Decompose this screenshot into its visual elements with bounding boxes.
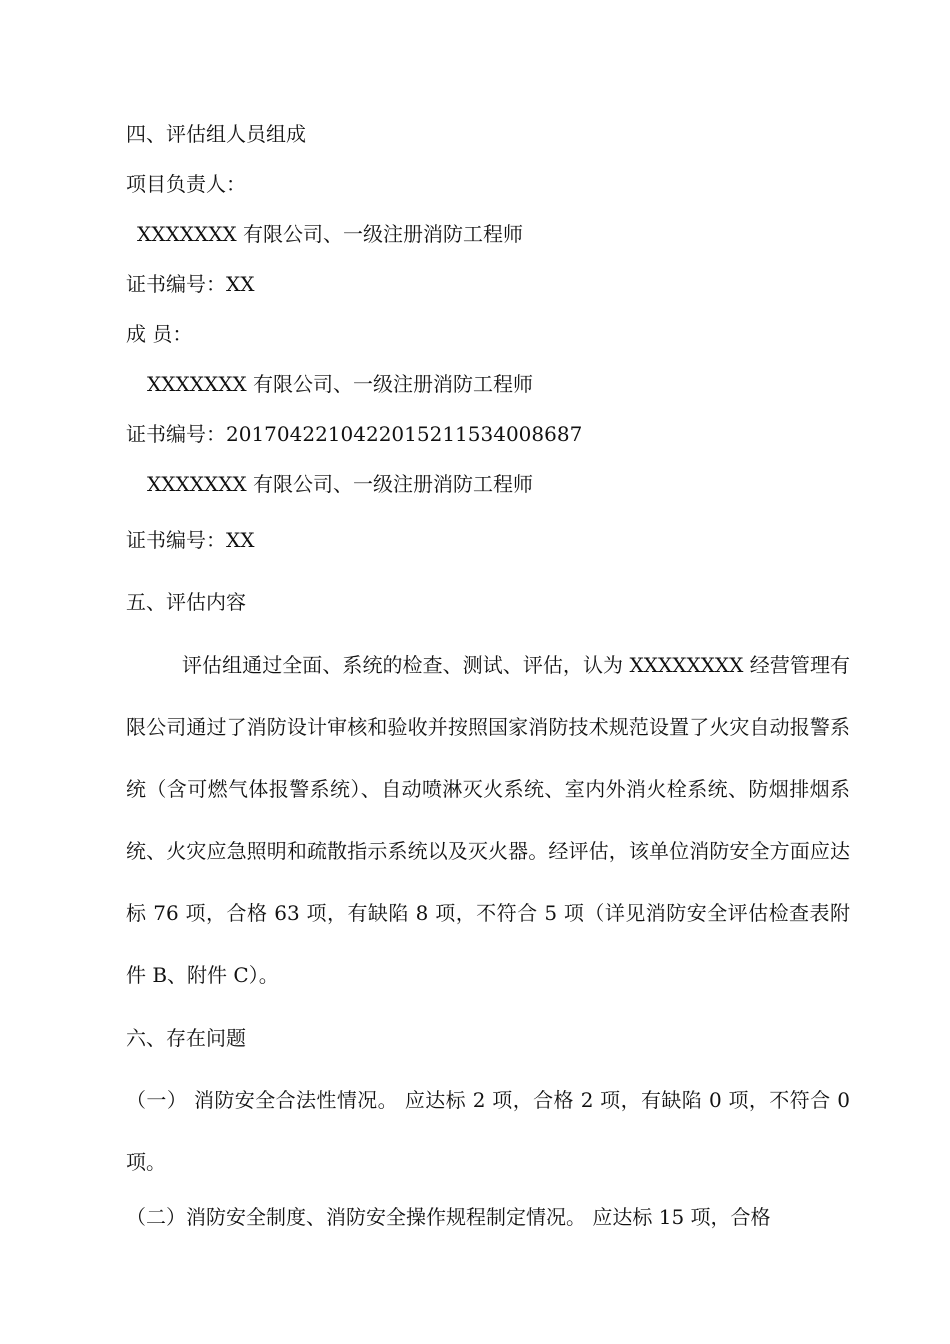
member-cert: 证书编号：20170422104220152115340086​87 bbox=[126, 422, 583, 446]
project-leader-label: 项目负责人： bbox=[126, 172, 246, 196]
section-5-heading: 五、评估内容 bbox=[126, 590, 246, 614]
member-line: XXXXXXX 有限公司、一级注册消防工程师 bbox=[147, 372, 534, 396]
issue-item-2: （二）消防安全制度、消防安全操作规程制定情况。 应达标 15 项，合格 bbox=[126, 1205, 771, 1229]
members-label: 成 员： bbox=[126, 322, 193, 346]
member-cert: 证书编号：XX bbox=[126, 528, 255, 552]
member-line: XXXXXXX 有限公司、一级注册消防工程师 bbox=[147, 472, 534, 496]
section-4-heading: 四、评估组人员组成 bbox=[126, 122, 306, 146]
project-leader-line: XXXXXXX 有限公司、一级注册消防工程师 bbox=[137, 222, 524, 246]
assessment-paragraph: 评估组通过全面、系统的检查、测试、评估，认为 XXXXXXXX 经营管理有限公司通过了消防设计审核和验收并按照国家消防技术规范设置了火灾自动报警系统（含可燃气体报警系统）、自动喷淋灭火系统、室内外消火栓系统、防烟排烟系统、火灾应急照明和疏散指示系统以及灭火器。经评估，该单位消防安全方面应达标 76 项，合格 63 项，有缺陷 8 项，不符合 5 项（详见消防安全评估检查表附件 B、附件 C）。 bbox=[126, 653, 850, 987]
project-leader-cert: 证书编号：XX bbox=[126, 272, 255, 296]
section-6-heading: 六、存在问题 bbox=[126, 1026, 246, 1050]
issue-item-1: （一） 消防安全合法性情况。 应达标 2 项，合格 2 项，有缺陷 0 项，不符合 0 项。 bbox=[126, 1088, 850, 1174]
